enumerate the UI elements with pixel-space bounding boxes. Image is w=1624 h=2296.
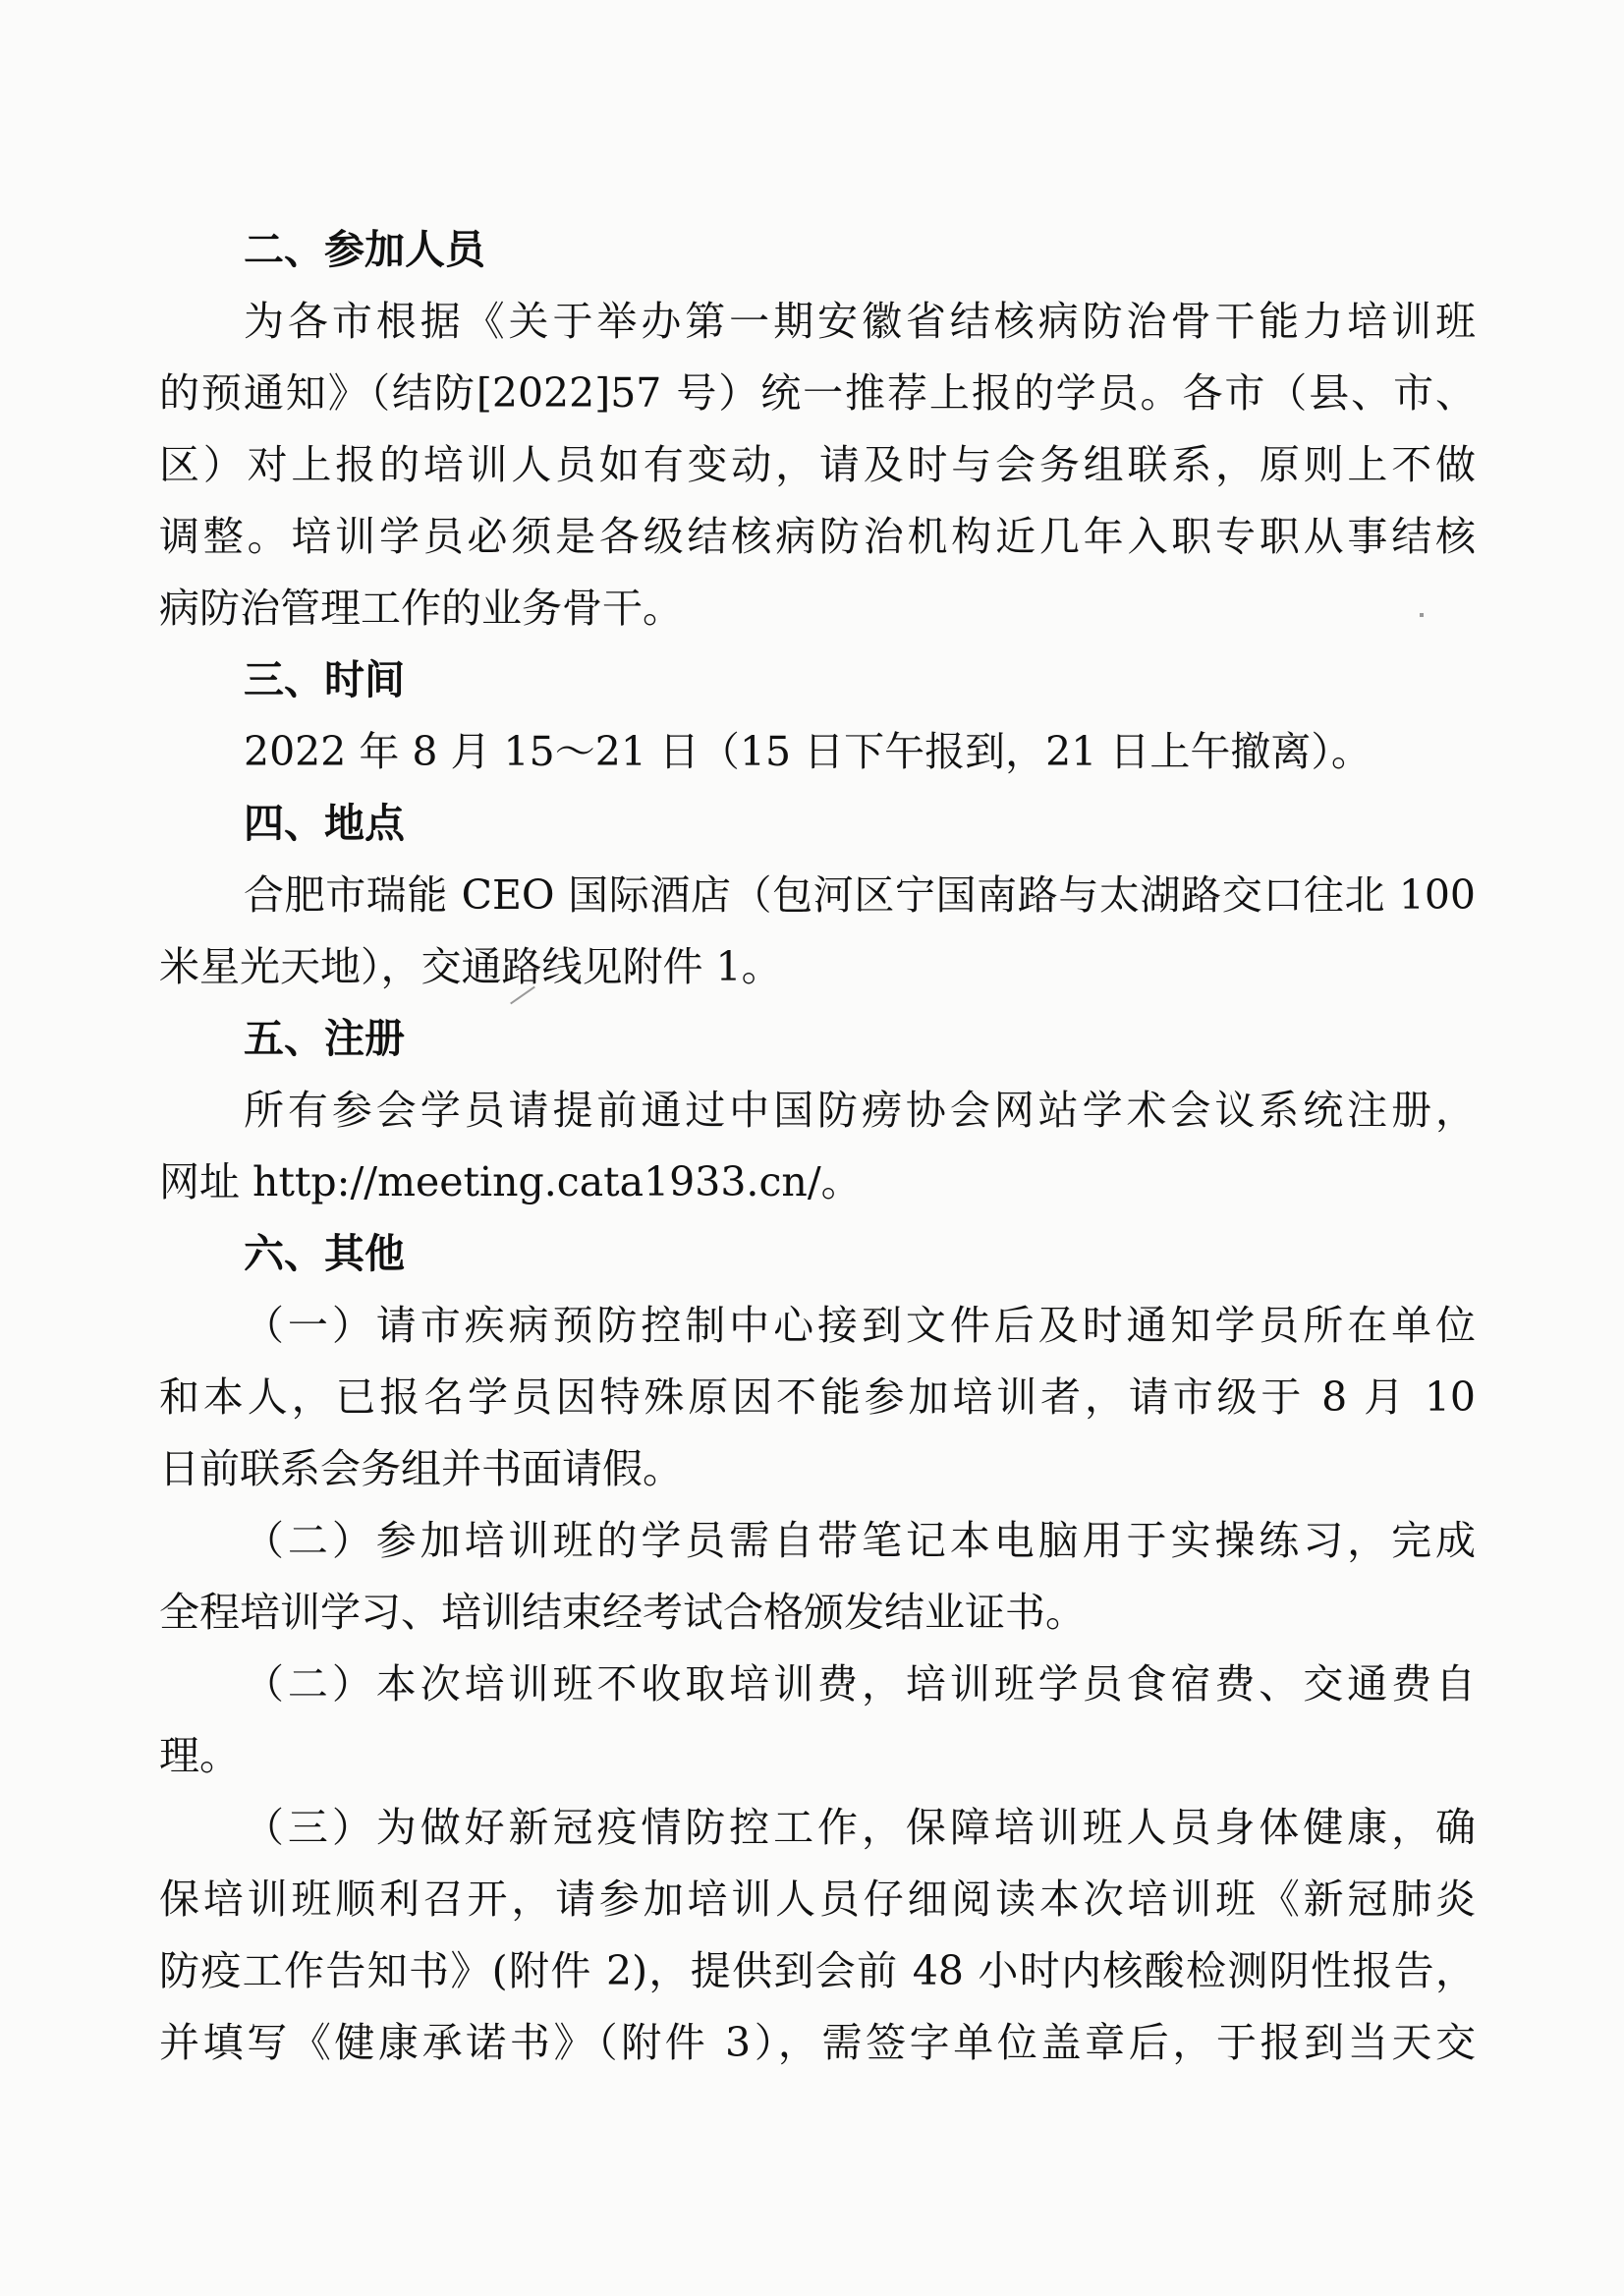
section-heading: 五、注册 xyxy=(244,1015,405,1062)
paragraph-line: 的预通知》（结防[2022]57 号）统一推荐上报的学员。各市（县、市、 xyxy=(159,369,1476,417)
paragraph-line: 调整。培训学员必须是各级结核病防治机构近几年入职专职从事结核 xyxy=(159,513,1476,560)
paragraph-line: 日前联系会务组并书面请假。 xyxy=(159,1445,683,1492)
paragraph-line: 防疫工作告知书》(附件 2)，提供到会前 48 小时内核酸检测阴性报告， xyxy=(159,1947,1476,1994)
paragraph-line: （一）请市疾病预防控制中心接到文件后及时通知学员所在单位 xyxy=(244,1302,1476,1349)
section-heading: 三、时间 xyxy=(244,656,405,703)
paragraph-line: 合肥市瑞能 CEO 国际酒店（包河区宁国南路与太湖路交口往北 100 xyxy=(244,871,1476,919)
paragraph-line: 并填写《健康承诺书》（附件 3），需签字单位盖章后，于报到当天交 xyxy=(159,2019,1476,2066)
paragraph-line: （三）为做好新冠疫情防控工作，保障培训班人员身体健康，确 xyxy=(244,1804,1476,1851)
paragraph-line: 区）对上报的培训人员如有变动，请及时与会务组联系，原则上不做 xyxy=(159,441,1476,488)
paragraph-line: 为各市根据《关于举办第一期安徽省结核病防治骨干能力培训班 xyxy=(244,298,1476,345)
scan-speck xyxy=(1420,613,1424,617)
paragraph-line: 米星光天地），交通路线见附件 1。 xyxy=(159,943,782,990)
paragraph-line: （二）参加培训班的学员需自带笔记本电脑用于实操练习，完成 xyxy=(244,1517,1476,1564)
paragraph-line: 全程培训学习、培训结束经考试合格颁发结业证书。 xyxy=(159,1589,1086,1636)
section-heading: 六、其他 xyxy=(244,1230,405,1277)
section-heading: 二、参加人员 xyxy=(244,226,485,273)
section-heading: 四、地点 xyxy=(244,800,405,847)
paragraph-line: 2022 年 8 月 15～21 日（15 日下午报到，21 日上午撤离）。 xyxy=(244,728,1372,775)
paragraph-line: 网址 http://meeting.cata1933.cn/。 xyxy=(159,1158,862,1205)
paragraph-line: 保培训班顺利召开，请参加培训人员仔细阅读本次培训班《新冠肺炎 xyxy=(159,1876,1476,1923)
paragraph-line: 和本人，已报名学员因特殊原因不能参加培训者，请市级于 8 月 10 xyxy=(159,1373,1476,1421)
paragraph-line: 理。 xyxy=(159,1732,240,1779)
paragraph-line: 所有参会学员请提前通过中国防痨协会网站学术会议系统注册， xyxy=(244,1087,1476,1134)
paragraph-line: 病防治管理工作的业务骨干。 xyxy=(159,585,683,632)
paragraph-line: （二）本次培训班不收取培训费，培训班学员食宿费、交通费自 xyxy=(244,1660,1476,1708)
